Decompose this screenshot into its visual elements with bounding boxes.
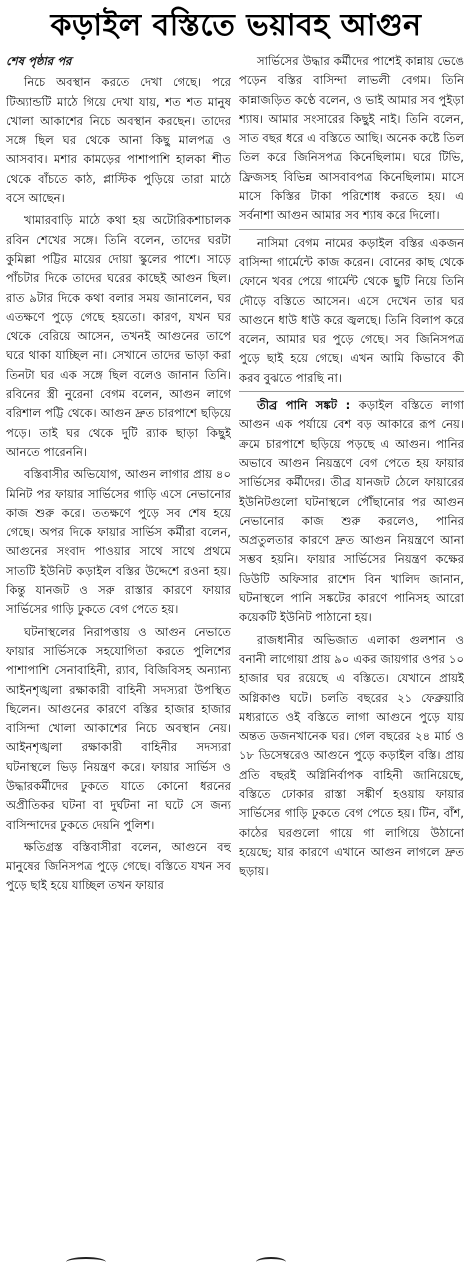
- paragraph: ক্ষতিগ্রস্ত বস্তিবাসীরা বলেন, আগুনে বহু মানুষের জিনিসপত্র পুড়ে গেছে। বস্তিতে যখন সব পুড়ে ছাই হয়ে যাচ্ছিল তখন ফায়ার: [6, 839, 231, 893]
- paragraph: নিচে অবস্থান করতে দেখা গেছে। পরে টিঅ্যান্ডটি মাঠে গিয়ে দেখা যায়, শত শত মানুষ খোলা আকাশের নিচে অবস্থান করছেন। তাদের সঙ্গে ছিল ঘর থেকে আনা কিছু মালপত্র ও আসবাব। মশার কামড়ের পাশাপাশি হালকা শীত থেকে বাঁচতে কাঠ, প্লাস্টিক পুড়িয়ে তারা মাঠে বসে আছেন।: [6, 75, 231, 206]
- paragraph: রাজধানীর অভিজাত এলাকা গুলশান ও বনানী লাগোয়া প্রায় ৯০ একর জায়গার ওপর ১০ হাজার ঘর রয়েছে এ বস্তিতে। যেখানে প্রায়ই অগ্নিকাণ্ড ঘটে। চলতি বছরের ২১ ফেব্রুয়ারি মধ্যরাতে ওই বস্তিতে লাগা আগুনে পুড়ে যায় অন্তত ডজনখানেক ঘর। গেল বছরের ২৪ মার্চ ও ১৮ ডিসেম্বরেও আগুনে পুড়ে কড়াইল বস্তি। প্রায় প্রতি বছরই অগ্নিনির্বাপক বাহিনী জানিয়েছে, বস্তিতে ঢোকার রাস্তা সঙ্কীর্ণ হওয়ায় ফায়ার সার্ভিসের গাড়ি ঢুকতে বেগ পেতে হয়। টিন, বাঁশ, কাঠের ঘরগুলো গায়ে গা লাগিয়ে উঠানো হয়েছে; যার কারণে এখানে আগুন লাগলে দ্রুত ছড়ায়।: [239, 632, 464, 879]
- paragraph: সার্ভিসের উদ্ধার কর্মীদের পাশেই কান্নায় ভেঙে পড়েন বস্তির বাসিন্দা লাভলী বেগম। তিনি কান্নাজড়িত কণ্ঠে বলেন, ও ভাই আমার সব পুইড়া শ্যাষ। আমার সংসারের কিছুই নাই। তিনি বলেন, সাত বছর ধরে এ বস্তিতে আছি। অনেক কষ্টে তিল তিল করে জিনিসপত্র কিনেছিলাম। ঘরে টিভি, ফ্রিজসহ বিভিন্ন আসবাবপত্র কিনেছিলাম। মাসে মাসে কিস্তির টাকা পরিশোধ করতে হয়। এ সর্বনাশা আগুন আমার সব শ্যাষ করে দিলো।: [239, 54, 464, 223]
- paragraph: নাসিমা বেগম নামের কড়াইল বস্তির একজন বাসিন্দা গার্মেন্টে কাজ করেন। বোনের কাছ থেকে ফোনে খবর পেয়ে গার্মেন্ট থেকে ছুটি নিয়ে তিনি দৌড়ে বস্তিতে আসেন। এসে দেখেন তার ঘর আগুনে ধাউ ধাউ করে জ্বলছে। তিনি বিলাপ করে বলেন, আমার ঘর পুড়ে গেছে। সব জিনিসপত্র পুড়ে ছাই হয়ে গেছে। এখন আমি কিভাবে কী করব বুঝতে পারছি না।: [239, 235, 464, 385]
- headline: কড়াইল বস্তিতে ভয়াবহ আগুন: [50, 7, 422, 43]
- paragraph: ঘটনাস্থলের নিরাপত্তায় ও আগুন নেভাতে ফায়ার সার্ভিসকে সহযোগিতা করতে পুলিশের পাশাপাশি সেনাবাহিনী, র‍্যাব, বিজিবিসহ অন্যান্য আইনশৃঙ্খলা রক্ষাকারী বাহিনী সদস্যরা উপস্থিত ছিলেন। আগুনের কারণে বস্তির হাজার হাজার বাসিন্দা খোলা আকাশের নিচে অবস্থান নেয়। আইনশৃঙ্খলা রক্ষাকারী বাহিনীর সদস্যরা ঘটনাস্থলে ভিড় নিয়ন্ত্রণ করে। ফায়ার সার্ভিস ও উদ্ধারকর্মীদের ঢুকতে যাতে কোনো ধরনের অপ্রীতিকর ঘটনা বা দুর্ঘটনা না ঘটে সে জন্য বাসিন্দাদের ঢুকতে দেয়নি পুলিশ।: [6, 624, 231, 832]
- divider: [239, 391, 464, 392]
- left-column: [6, 52, 231, 1257]
- article-body: [6, 52, 466, 1257]
- cropped-letter-shape: [66, 1257, 106, 1267]
- cropped-letter-shape: [256, 1257, 286, 1267]
- subhead-separator: :: [337, 398, 359, 413]
- subhead: তীব্র পানি সঙ্কট: [257, 398, 338, 413]
- cropped-next-headline: [6, 1257, 466, 1267]
- divider: [239, 229, 464, 230]
- subhead-text: কড়াইল বস্তিতে লাগা আগুন এক পর্যায়ে বেশ বড় আকারে রূপ নেয়। ক্রমে চারপাশে ছড়িয়ে পড়ছে এ আগুন। পানির অভাবে আগুন নিয়ন্ত্রণে বেগ পেতে হয় ফায়ার সার্ভিসের কর্মীদের। তীব্র যানজট ঠেলে ফায়ারের ইউনিটগুলো ঘটনাস্থলে পৌঁছানোর পর আগুন নেভানোর কাজ শুরু করলেও, পানির অপ্রতুলতার কারণে দ্রুত আগুন নিয়ন্ত্রণে আনা সম্ভব হয়নি। ফায়ার সার্ভিসের নিয়ন্ত্রণ কক্ষের ডিউটি অফিসার রাশেদ বিন খালিদ জানান, ঘটনাস্থলে পানি সঙ্কটের কারণে পানিসহ আরো কয়েকটি ইউনিট পাঠানো হয়।: [239, 398, 464, 625]
- continuation-kicker: শেষ পৃষ্ঠার পর: [6, 54, 72, 68]
- subhead-paragraph: [239, 396, 464, 628]
- paragraph: বস্তিবাসীর অভিযোগ, আগুন লাগার প্রায় ৪০ মিনিট পর ফায়ার সার্ভিসের গাড়ি এসে নেভানোর কাজ শুরু করে। ততক্ষণে পুড়ে সব শেষ হয়ে গেছে। অপর দিকে ফায়ার সার্ভিস কর্মীরা বলেন, আগুনের সংবাদ পাওয়ার সাথে সাথে প্রথমে সাতটি ইউনিট কড়াইল বস্তির উদ্দেশে রওনা হয়। কিন্তু যানজট ও সরু রাস্তার কারণে ফায়ার সার্ভিসের গাড়ি ঢুকতে বেগ পেতে হয়।: [6, 467, 231, 617]
- paragraph: খামারবাড়ি মাঠে কথা হয় অটোরিকশাচালক রবিন শেখের সঙ্গে। তিনি বলেন, তাদের ঘরটা কুমিল্লা পট্টির মায়ের দোয়া স্কুলের পাশে। সাড়ে পাঁচটার দিকে তাদের ঘরের কাছেই আগুন ছিল। রাত ৯টার দিকে কথা বলার সময় জানালেন, ঘর এতক্ষণে পুড়ে গেছে হয়তো। কারণ, যখন ঘর থেকে বেরিয়ে আসেন, তখনই আগুনের তাপে ঘরে থাকা যাচ্ছিল না। সেখানে তাদের ভাড়া করা তিনটা ঘর এক সঙ্গে ছিল বলেও জানান তিনি। রবিনের স্ত্রী নুরেনা বেগম বলেন, আগুন লাগে বরিশাল পট্টি থেকে। আগুন দ্রুত চারপাশে ছড়িয়ে পড়ে। তাই ঘর থেকে দুটি র‍্যাক ছাড়া কিছুই আনতে পারেননি।: [6, 213, 231, 459]
- right-column: [239, 52, 464, 1257]
